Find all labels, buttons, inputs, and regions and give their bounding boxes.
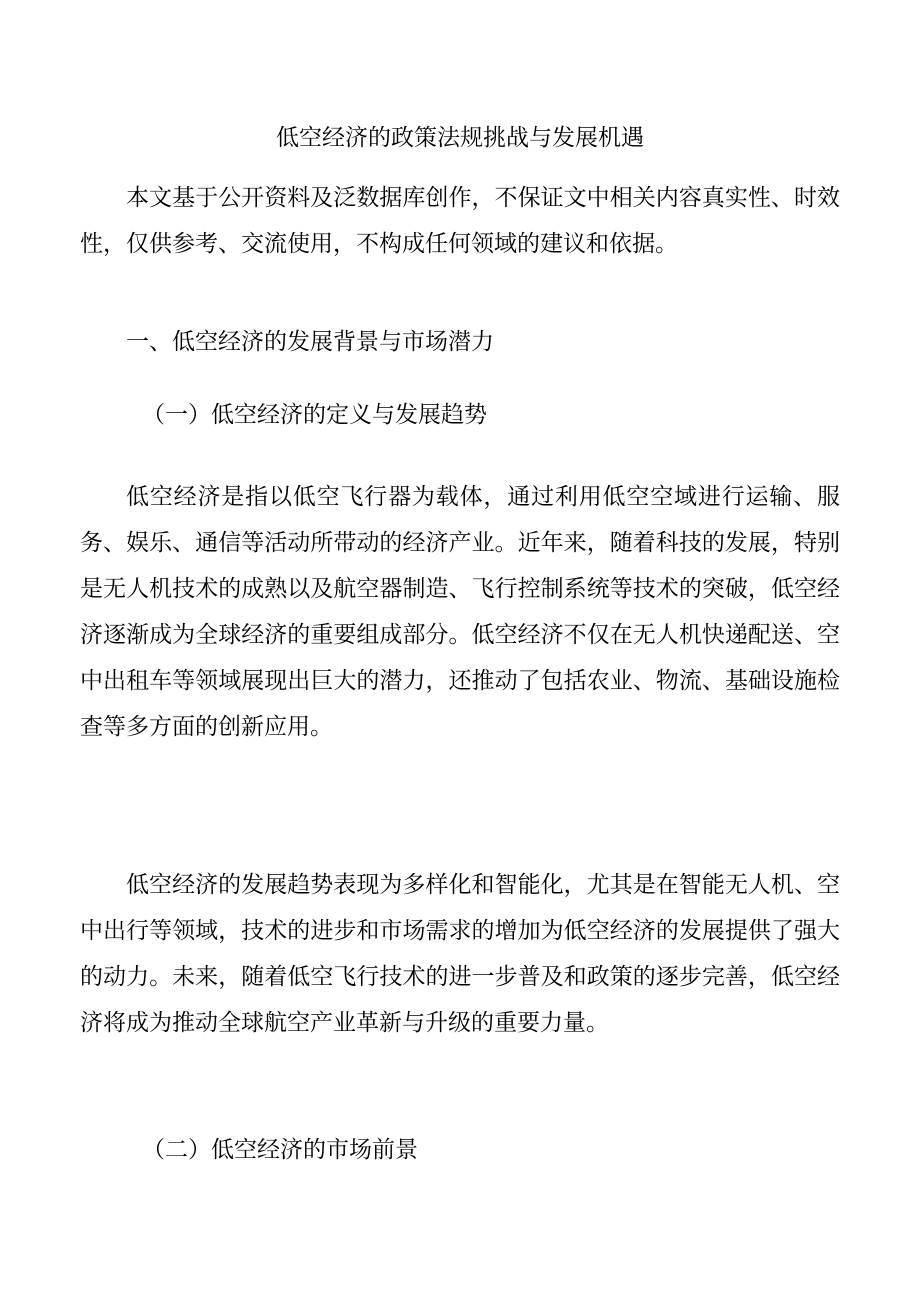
subsection-heading-2: （二）低空经济的市场前景 [142,1137,418,1163]
body-paragraph-1: 低空经济是指以低空飞行器为载体，通过利用低空空域进行运输、服务、娱乐、通信等活动所带动的经济产业。近年来，随着科技的发展，特别是无人机技术的成熟以及航空器制造、飞行控制系统等技术的突破，低空经济逐渐成为全球经济的重要组成部分。低空经济不仅在无人机快递配送、空中出租车等领域展现出巨大的潜力，还推动了包括农业、物流、基础设施检查等多方面的创新应用。 [80,484,840,740]
disclaimer-paragraph: 本文基于公开资料及泛数据库创作，不保证文中相关内容真实性、时效性，仅供参考、交流使用，不构成任何领域的建议和依据。 [80,185,840,257]
body-paragraph-2: 低空经济的发展趋势表现为多样化和智能化，尤其是在智能无人机、空中出行等领域，技术的进步和市场需求的增加为低空经济的发展提供了强大的动力。未来，随着低空飞行技术的进一步普及和政策的逐步完善，低空经济将成为推动全球航空产业革新与升级的重要力量。 [80,872,840,1036]
document-title: 低空经济的政策法规挑战与发展机遇 [276,125,644,151]
section-heading-1: 一、低空经济的发展背景与市场潜力 [126,329,494,355]
subsection-heading-1: （一）低空经济的定义与发展趋势 [142,402,487,428]
